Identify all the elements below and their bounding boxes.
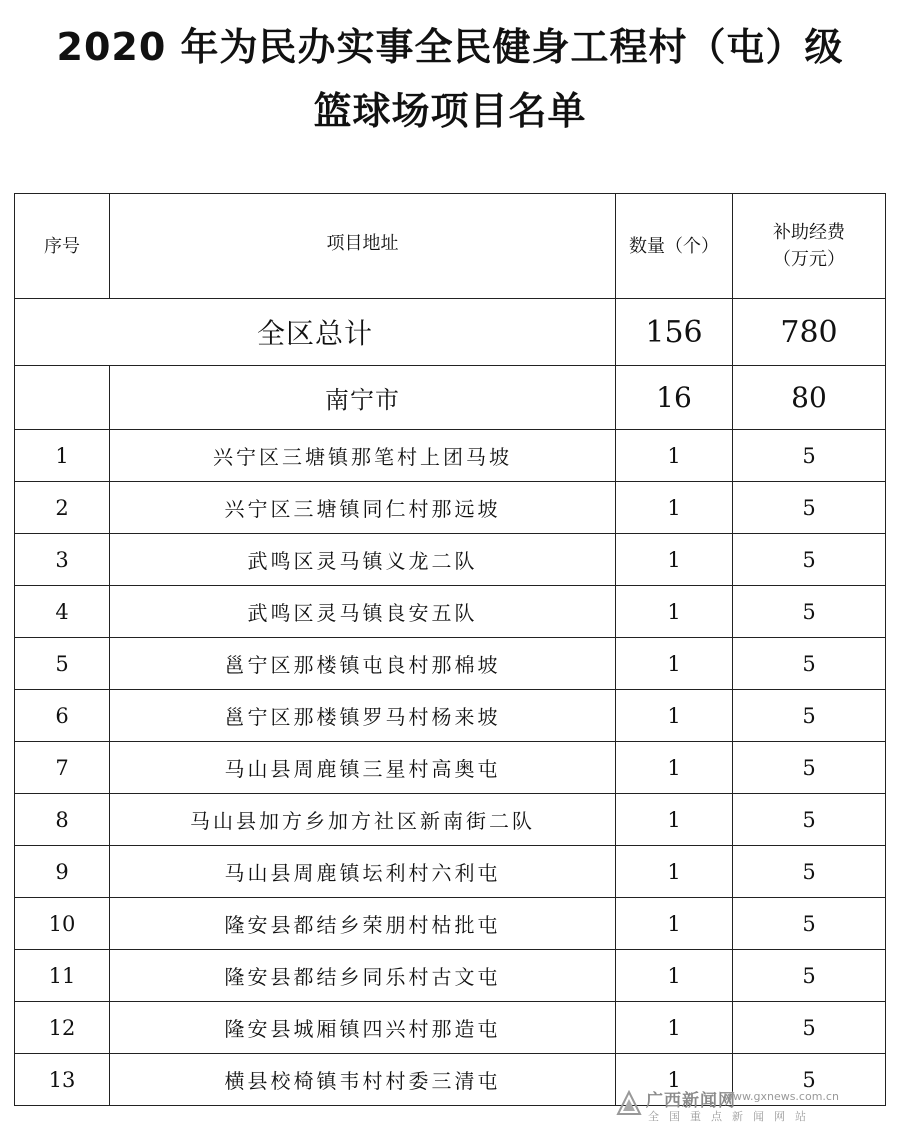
row-subsidy: 5 (733, 846, 886, 898)
row-address: 隆安县城厢镇四兴村那造屯 (110, 1002, 616, 1054)
row-quantity: 1 (616, 430, 733, 482)
city-label: 南宁市 (110, 366, 616, 430)
site-watermark (616, 1084, 886, 1124)
table-row (15, 690, 886, 742)
total-label: 全区总计 (15, 299, 616, 366)
row-no: 4 (15, 586, 110, 638)
city-quantity: 16 (616, 366, 733, 430)
city-no-empty (15, 366, 110, 430)
table-row (15, 1002, 886, 1054)
row-no: 3 (15, 534, 110, 586)
row-subsidy: 5 (733, 794, 886, 846)
city-subsidy: 80 (733, 366, 886, 430)
row-subsidy: 5 (733, 1002, 886, 1054)
row-quantity: 1 (616, 690, 733, 742)
document-title-line-1: 2020 年为民办实事全民健身工程村（屯）级 (56, 25, 844, 69)
watermark-name: 广西新闻网 (646, 1091, 736, 1111)
row-no: 6 (15, 690, 110, 742)
row-no: 8 (15, 794, 110, 846)
row-address: 兴宁区三塘镇同仁村那远坡 (110, 482, 616, 534)
table-row (15, 794, 886, 846)
table-row (15, 950, 886, 1002)
row-subsidy: 5 (733, 482, 886, 534)
row-no: 7 (15, 742, 110, 794)
row-quantity: 1 (616, 1054, 733, 1106)
row-quantity: 1 (616, 1002, 733, 1054)
row-subsidy: 5 (733, 950, 886, 1002)
row-no: 11 (15, 950, 110, 1002)
table-row (15, 898, 886, 950)
row-subsidy: 5 (733, 534, 886, 586)
row-quantity: 1 (616, 482, 733, 534)
row-subsidy: 5 (733, 638, 886, 690)
row-address: 武鸣区灵马镇义龙二队 (110, 534, 616, 586)
table-row (15, 430, 886, 482)
header-subsidy-line1: 补助经费 (773, 222, 845, 243)
row-subsidy: 5 (733, 586, 886, 638)
row-address: 马山县周鹿镇坛利村六利屯 (110, 846, 616, 898)
watermark-url: www.gxnews.com.cn (724, 1090, 839, 1103)
row-no: 12 (15, 1002, 110, 1054)
row-subsidy: 5 (733, 742, 886, 794)
project-list-table (14, 193, 886, 1106)
row-subsidy: 5 (733, 430, 886, 482)
row-quantity: 1 (616, 638, 733, 690)
total-quantity: 156 (616, 299, 733, 366)
row-quantity: 1 (616, 534, 733, 586)
row-no: 9 (15, 846, 110, 898)
row-subsidy: 5 (733, 690, 886, 742)
document-title-line-2: 篮球场项目名单 (313, 89, 587, 133)
gxnews-logo-icon (616, 1090, 642, 1116)
header-subsidy (733, 194, 886, 299)
row-no: 1 (15, 430, 110, 482)
row-no: 2 (15, 482, 110, 534)
city-row (15, 366, 886, 430)
row-quantity: 1 (616, 742, 733, 794)
row-subsidy: 5 (733, 898, 886, 950)
row-address: 邕宁区那楼镇罗马村杨来坡 (110, 690, 616, 742)
row-quantity: 1 (616, 898, 733, 950)
row-quantity: 1 (616, 794, 733, 846)
watermark-subtitle: 全国重点新闻网站 (648, 1110, 816, 1123)
row-no: 10 (15, 898, 110, 950)
row-address: 邕宁区那楼镇屯良村那棉坡 (110, 638, 616, 690)
row-quantity: 1 (616, 586, 733, 638)
row-address: 隆安县都结乡同乐村古文屯 (110, 950, 616, 1002)
table-row (15, 638, 886, 690)
row-address: 隆安县都结乡荣朋村枯批屯 (110, 898, 616, 950)
total-row (15, 299, 886, 366)
row-quantity: 1 (616, 950, 733, 1002)
table-header-row (15, 194, 886, 299)
row-address: 兴宁区三塘镇那笔村上团马坡 (110, 430, 616, 482)
header-address: 项目地址 (110, 194, 616, 299)
table-row (15, 534, 886, 586)
row-no: 13 (15, 1054, 110, 1106)
row-address: 马山县加方乡加方社区新南街二队 (110, 794, 616, 846)
row-address: 马山县周鹿镇三星村高奥屯 (110, 742, 616, 794)
header-subsidy-line2: （万元） (773, 249, 845, 270)
row-no: 5 (15, 638, 110, 690)
header-quantity: 数量（个） (616, 194, 733, 299)
table-row (15, 482, 886, 534)
row-quantity: 1 (616, 846, 733, 898)
table-row (15, 586, 886, 638)
row-subsidy: 5 (733, 1054, 886, 1106)
table-row (15, 846, 886, 898)
row-address: 武鸣区灵马镇良安五队 (110, 586, 616, 638)
total-subsidy: 780 (733, 299, 886, 366)
table-row (15, 742, 886, 794)
header-no: 序号 (15, 194, 110, 299)
row-address: 横县校椅镇韦村村委三清屯 (110, 1054, 616, 1106)
